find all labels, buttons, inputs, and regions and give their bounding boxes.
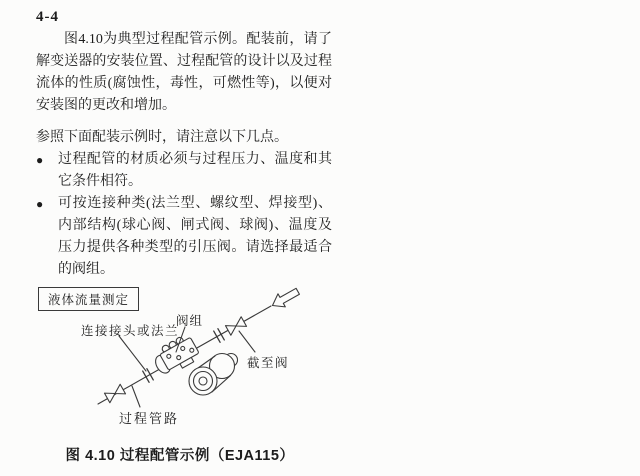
intro-paragraph: 图4.10为典型过程配管示例。配装前，请了解变送器的安装位置、过程配管的设计以及过程流体的性质(腐蚀性，毒性，可燃性等)，以便对安装图的更改和增加。 (36, 32, 332, 113)
bullet-list (36, 149, 332, 281)
flow-direction-arrow-icon (269, 285, 302, 312)
bullet-item (36, 193, 332, 281)
bullet-text: 可按连接种类(法兰型、螺纹型、焊接型)、内部结构(球心阀、闸式阀、球阀)、温度及压力提供各种类型的引压阀。请选择最适合的阀组。 (58, 196, 332, 277)
pipe-valve-left-icon (104, 384, 125, 402)
bullet-icon: ● (36, 197, 44, 211)
figure-caption: 图 4.10 过程配管示例（EJA115） (65, 448, 295, 464)
bullet-item (36, 149, 332, 193)
stop-valve-icon (225, 317, 246, 335)
transmitter-illustration (150, 333, 238, 395)
label-valve-manifold: 阀组 (176, 314, 204, 328)
bullet-icon: ● (36, 153, 44, 167)
page-number: 4-4 (36, 9, 59, 25)
figure-4-10 (0, 280, 640, 446)
leader-connection (119, 336, 146, 371)
label-connection-or-flange: 连接接头或法兰 (81, 324, 180, 338)
measurement-type-box: 液体流量测定 (38, 287, 139, 311)
transmitter-housing (189, 354, 238, 396)
label-process-piping: 过程管路 (119, 411, 180, 426)
leader-stop-valve (239, 331, 255, 352)
leader-process-piping (132, 386, 140, 407)
bullet-text: 过程配管的材质必须与过程压力、温度和其它条件相符。 (58, 152, 332, 189)
label-stop-valve: 截至阀 (247, 356, 290, 370)
note-intro: 参照下面配装示例时，请注意以下几点。 (36, 130, 288, 145)
